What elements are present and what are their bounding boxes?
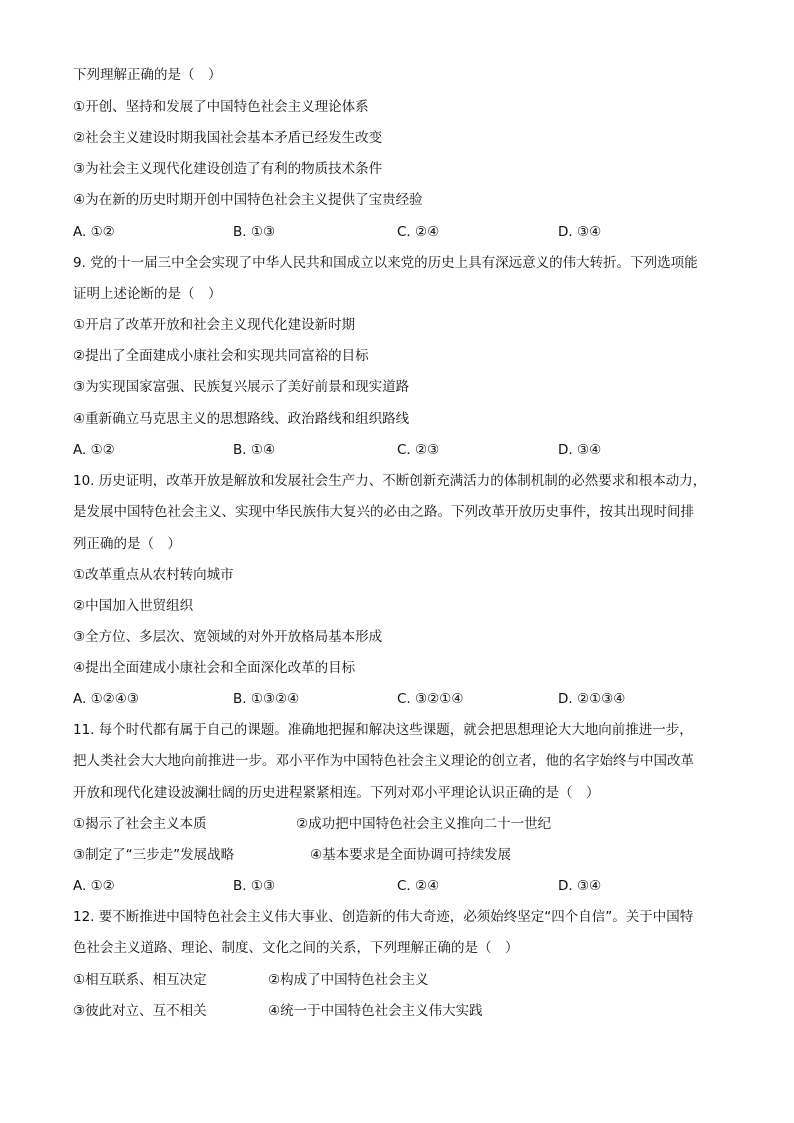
option-11-c: C. ②④ <box>397 878 440 894</box>
statement-10-1: ①改革重点从农村转向城市 <box>73 567 234 583</box>
option-9-c: C. ②③ <box>397 442 440 458</box>
option-10-a: A. ①②④③ <box>73 691 139 707</box>
question-12-line-1: 12. 要不断推进中国特色社会主义伟大事业、创造新的伟大奇迹，必须始终坚定“四个自信”。关于中国特 <box>73 909 694 925</box>
statement-12-1: ①相互联系、相互决定 <box>73 972 207 988</box>
question-12-line-2: 色社会主义道路、理论、制度、文化之间的关系，下列理解正确的是（ ） <box>73 940 519 956</box>
option-9-b: B. ①④ <box>233 442 276 458</box>
statement-8-2: ②社会主义建设时期我国社会基本矛盾已经发生改变 <box>73 130 383 146</box>
option-9-a: A. ①② <box>73 442 115 458</box>
option-8-b: B. ①③ <box>233 224 276 240</box>
question-9-line-1: 9. 党的十一届三中全会实现了中华人民共和国成立以来党的历史上具有深远意义的伟大转折。下列选项能 <box>73 255 698 271</box>
statement-12-4: ④统一于中国特色社会主义伟大实践 <box>268 1003 483 1019</box>
statement-9-2: ②提出了全面建成小康社会和实现共同富裕的目标 <box>73 348 369 364</box>
statement-10-4: ④提出全面建成小康社会和全面深化改革的目标 <box>73 660 356 676</box>
statement-8-4: ④为在新的历史时期开创中国特色社会主义提供了宝贵经验 <box>73 192 423 208</box>
statement-11-4: ④基本要求是全面协调可持续发展 <box>310 847 512 863</box>
question-10-line-2: 是发展中国特色社会主义、实现中华民族伟大复兴的必由之路。下列改革开放历史事件，按其出现时间排 <box>73 504 694 520</box>
statement-9-4: ④重新确立马克思主义的思想路线、政治路线和组织路线 <box>73 411 410 427</box>
option-8-a: A. ①② <box>73 224 115 240</box>
statement-10-2: ②中国加入世贸组织 <box>73 598 194 614</box>
question-11-line-2: 把人类社会大大地向前推进一步。邓小平作为中国特色社会主义理论的创立者，他的名字始终与中国改革 <box>73 753 694 769</box>
question-9-line-2: 证明上述论断的是（ ） <box>73 286 222 302</box>
option-11-d: D. ③④ <box>558 878 602 894</box>
question-11-line-1: 11. 每个时代都有属于自己的课题。准确地把握和解决这些课题，就会把思想理论大大地向前推进一步， <box>73 722 693 738</box>
statement-12-2: ②构成了中国特色社会主义 <box>268 972 429 988</box>
statement-11-2: ②成功把中国特色社会主义推向二十一世纪 <box>296 816 552 832</box>
option-11-b: B. ①③ <box>233 878 276 894</box>
question-10-line-1: 10. 历史证明，改革开放是解放和发展社会生产力、不断创新充满活力的体制机制的必然要求和根本动力， <box>73 473 707 489</box>
option-8-d: D. ③④ <box>558 224 602 240</box>
option-10-b: B. ①③②④ <box>233 691 300 707</box>
statement-8-1: ①开创、坚持和发展了中国特色社会主义理论体系 <box>73 99 369 115</box>
question-8-tail: 下列理解正确的是（ ） <box>73 67 222 83</box>
statement-9-1: ①开启了改革开放和社会主义现代化建设新时期 <box>73 317 356 333</box>
option-10-c: C. ③②①④ <box>397 691 464 707</box>
option-8-c: C. ②④ <box>397 224 440 240</box>
statement-10-3: ③全方位、多层次、宽领域的对外开放格局基本形成 <box>73 629 383 645</box>
option-11-a: A. ①② <box>73 878 115 894</box>
statement-12-3: ③彼此对立、互不相关 <box>73 1003 207 1019</box>
statement-9-3: ③为实现国家富强、民族复兴展示了美好前景和现实道路 <box>73 379 410 395</box>
statement-11-3: ③制定了“三步走”发展战略 <box>73 847 235 863</box>
question-11-line-3: 开放和现代化建设波澜壮阔的历史进程紧紧相连。下列对邓小平理论认识正确的是（ ） <box>73 785 600 801</box>
statement-11-1: ①揭示了社会主义本质 <box>73 816 207 832</box>
statement-8-3: ③为社会主义现代化建设创造了有利的物质技术条件 <box>73 161 383 177</box>
question-10-line-3: 列正确的是（ ） <box>73 536 181 552</box>
option-9-d: D. ③④ <box>558 442 602 458</box>
option-10-d: D. ②①③④ <box>558 691 626 707</box>
